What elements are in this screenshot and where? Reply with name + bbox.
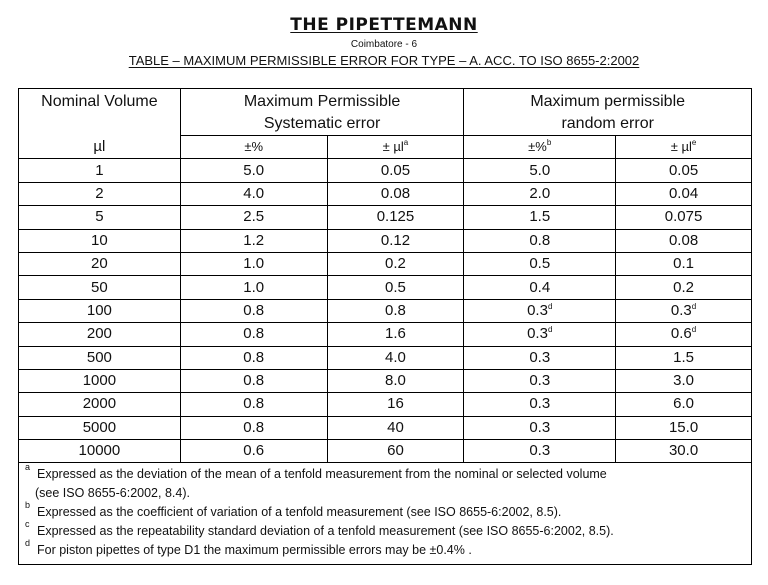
table-row: 2 4.0 0.08 2.0 0.04	[19, 182, 752, 205]
footnote-b: b Expressed as the coefficient of variation of a tenfold measurement (see ISO 8655-6:2002, 8.5).	[25, 500, 562, 520]
table-row: 200 0.8 1.6 0.3$^d$ 0.6$^d$	[19, 323, 752, 346]
volume-unit: µl	[93, 137, 106, 155]
table-row: 5 2.5 0.125 1.5 0.075	[19, 206, 752, 229]
table-row: 100 0.8 0.8 0.3$^d$ 0.3$^d$	[19, 299, 752, 322]
rand-pct-header: ±%$^b$	[464, 136, 616, 159]
sys-ul-header: ± µl$^a$	[327, 136, 464, 159]
sys-pct-header: ±%	[180, 136, 327, 159]
header-row	[19, 89, 752, 136]
table-row: 20 1.0 0.2 0.5 0.1	[19, 252, 752, 275]
footnotes-row	[19, 463, 752, 565]
brand-city: Coimbatore - 6	[350, 39, 418, 50]
table-row: 2000 0.8 16 0.3 6.0	[19, 393, 752, 416]
brand-title: THE PIPETTEMANN	[290, 15, 478, 35]
table-row: 50 1.0 0.5 0.4 0.2	[19, 276, 752, 299]
random-error-header: Maximum permissible random error	[464, 89, 752, 136]
error-table	[18, 88, 752, 565]
footnote-a: a Expressed as the deviation of the mean of a tenfold measurement from the nominal or selected volume	[25, 462, 607, 482]
table-row: 1 5.0 0.05 5.0 0.05	[19, 159, 752, 182]
rand-ul-header: ± µl$^e$	[616, 136, 752, 159]
table-title: TABLE – MAXIMUM PERMISSIBLE ERROR FOR TYPE – A. ACC. TO ISO 8655-2:2002	[128, 53, 640, 68]
table-row: 1000 0.8 8.0 0.3 3.0	[19, 369, 752, 392]
document-header	[0, 14, 768, 69]
table-row: 500 0.8 4.0 0.3 1.5	[19, 346, 752, 369]
nominal-volume-header: Nominal Volume	[41, 93, 158, 110]
footnote-d: d For piston pipettes of type D1 the maximum permissible errors may be ±0.4% .	[25, 538, 472, 558]
table-row: 5000 0.8 40 0.3 15.0	[19, 416, 752, 439]
footnote-a-cont: (see ISO 8655-6:2002, 8.4).	[35, 486, 190, 501]
table-row: 10000 0.6 60 0.3 30.0	[19, 440, 752, 463]
subheader-row	[19, 136, 752, 159]
footnotes	[19, 463, 752, 565]
systematic-error-header: Maximum Permissible Systematic error	[180, 89, 464, 136]
table-row: 10 1.2 0.12 0.8 0.08	[19, 229, 752, 252]
footnote-c: c Expressed as the repeatability standard deviation of a tenfold measurement (see ISO 8655-6:2002, 8.5).	[25, 519, 614, 539]
